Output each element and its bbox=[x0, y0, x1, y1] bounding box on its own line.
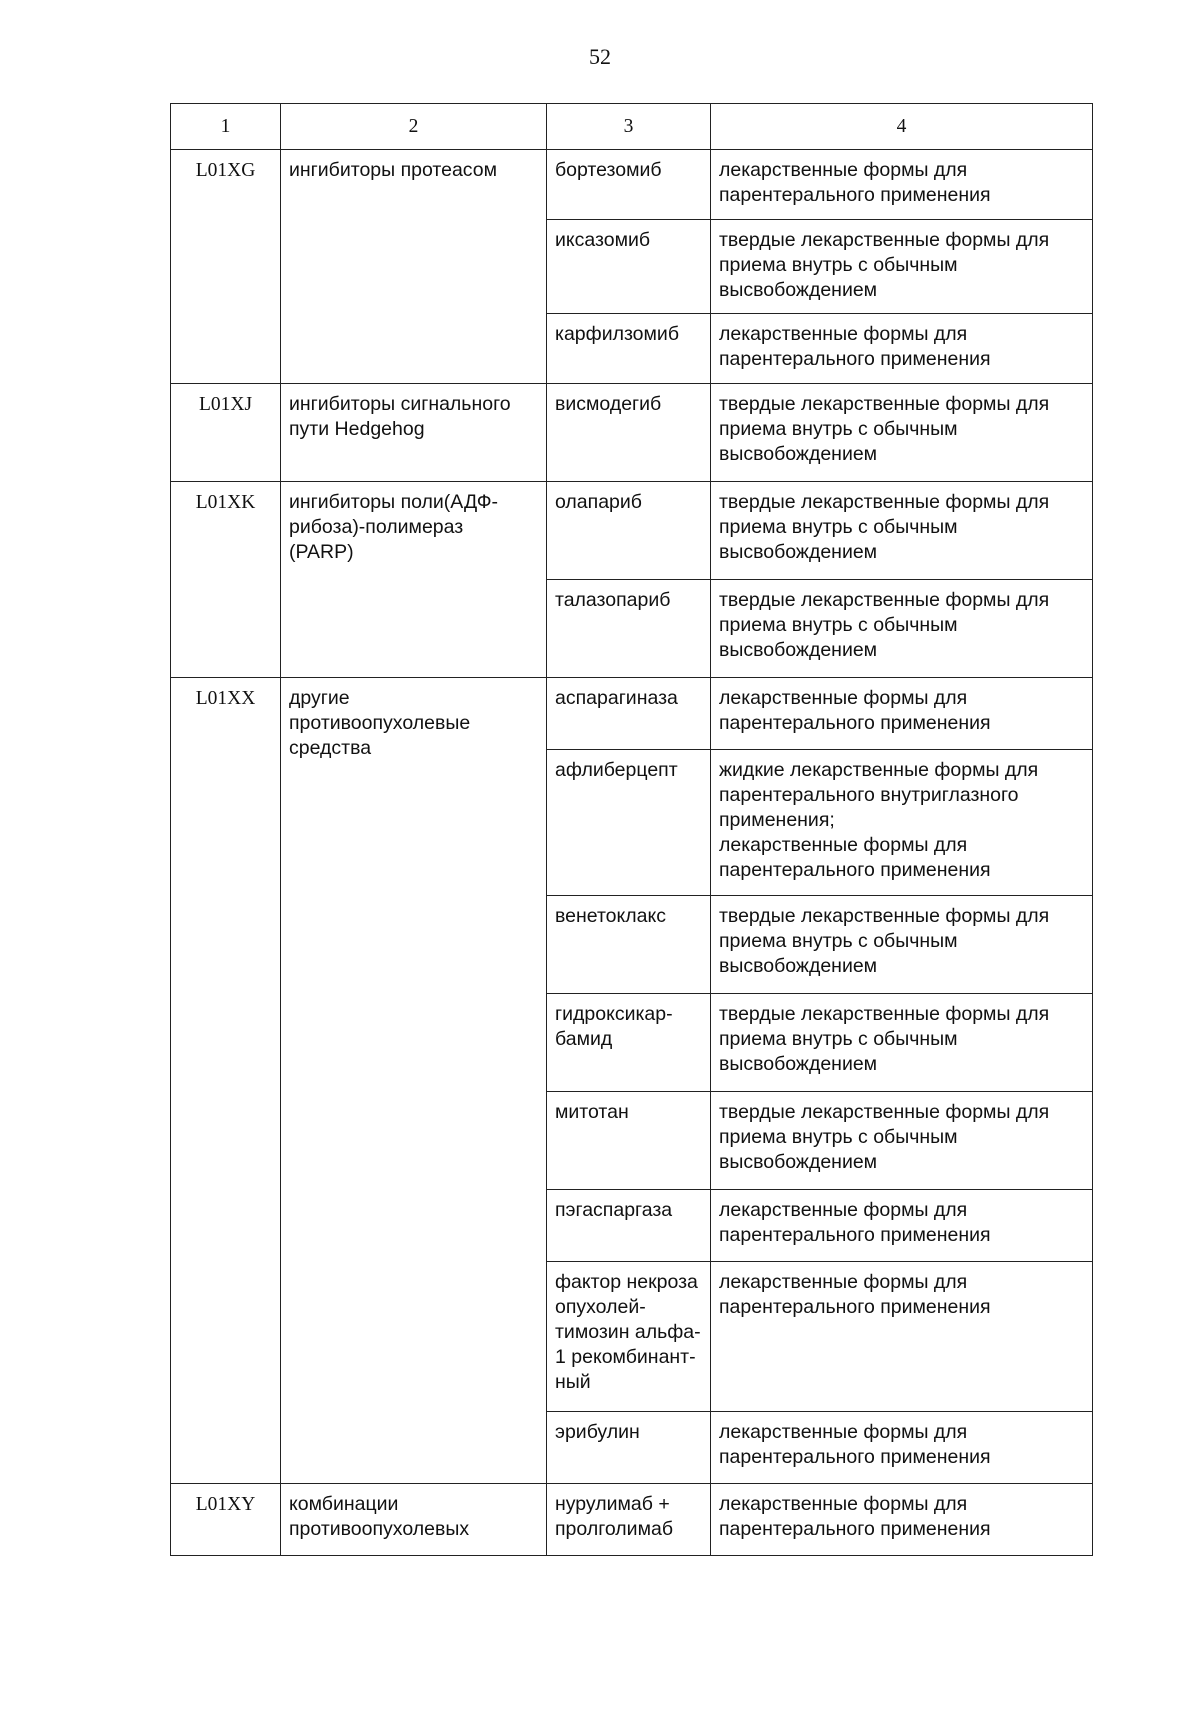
drug-name-cell: талазопариб bbox=[547, 580, 711, 678]
drug-name-cell: карфилзомиб bbox=[547, 314, 711, 384]
dosage-form-cell: лекарственные формы для парентерального применения bbox=[711, 150, 1093, 220]
drug-name-cell: афлиберцепт bbox=[547, 750, 711, 896]
atc-code-cell: L01XY bbox=[171, 1484, 281, 1556]
drug-name-cell: пэгаспаргаза bbox=[547, 1190, 711, 1262]
table-row bbox=[171, 150, 1093, 220]
drug-name-cell: бортезомиб bbox=[547, 150, 711, 220]
drug-classification-table bbox=[170, 103, 1093, 1556]
drug-name-cell: венетоклакс bbox=[547, 896, 711, 994]
dosage-form-cell: твердые лекарственные формы для приема внутрь с обычным высвобождением bbox=[711, 994, 1093, 1092]
dosage-form-cell: твердые лекарственные формы для приема внутрь с обычным высвобождением bbox=[711, 896, 1093, 994]
dosage-form-cell: лекарственные формы для парентерального применения bbox=[711, 678, 1093, 750]
group-name-cell: ингибиторы протеасом bbox=[281, 150, 547, 384]
atc-code-cell: L01XX bbox=[171, 678, 281, 1484]
group-name-cell: комбинации противоопухолевых bbox=[281, 1484, 547, 1556]
drug-name-cell: иксазомиб bbox=[547, 220, 711, 314]
atc-code-cell: L01XK bbox=[171, 482, 281, 678]
dosage-form-cell: твердые лекарственные формы для приема внутрь с обычным высвобождением bbox=[711, 384, 1093, 482]
table-row bbox=[171, 482, 1093, 580]
header-col-1: 1 bbox=[171, 104, 281, 150]
drug-name-cell: нурулимаб + пролголимаб bbox=[547, 1484, 711, 1556]
group-name-cell: ингибиторы сигнального пути Hedgehog bbox=[281, 384, 547, 482]
drug-name-cell: фактор некроза опухолей- тимозин альфа- 1 рекомбинант- ный bbox=[547, 1262, 711, 1412]
drug-name-cell: митотан bbox=[547, 1092, 711, 1190]
dosage-form-cell: твердые лекарственные формы для приема внутрь с обычным высвобождением bbox=[711, 1092, 1093, 1190]
dosage-form-cell: твердые лекарственные формы для приема внутрь с обычным высвобождением bbox=[711, 482, 1093, 580]
group-name-cell: ингибиторы поли(АДФ- рибоза)-полимераз (PARP) bbox=[281, 482, 547, 678]
table-row bbox=[171, 384, 1093, 482]
header-col-3: 3 bbox=[547, 104, 711, 150]
dosage-form-cell: лекарственные формы для парентерального применения bbox=[711, 1190, 1093, 1262]
dosage-form-cell: лекарственные формы для парентерального применения bbox=[711, 1412, 1093, 1484]
table-body bbox=[171, 150, 1093, 1556]
dosage-form-cell: твердые лекарственные формы для приема внутрь с обычным высвобождением bbox=[711, 220, 1093, 314]
group-name-cell: другие противоопухолевые средства bbox=[281, 678, 547, 1484]
header-col-4: 4 bbox=[711, 104, 1093, 150]
drug-name-cell: эрибулин bbox=[547, 1412, 711, 1484]
atc-code-cell: L01XG bbox=[171, 150, 281, 384]
table-row bbox=[171, 678, 1093, 750]
drug-name-cell: висмодегиб bbox=[547, 384, 711, 482]
header-col-2: 2 bbox=[281, 104, 547, 150]
drug-name-cell: аспарагиназа bbox=[547, 678, 711, 750]
drug-name-cell: олапариб bbox=[547, 482, 711, 580]
dosage-form-cell: лекарственные формы для парентерального применения bbox=[711, 1484, 1093, 1556]
table-header-row bbox=[171, 104, 1093, 150]
atc-code-cell: L01XJ bbox=[171, 384, 281, 482]
table-row bbox=[171, 1484, 1093, 1556]
drug-name-cell: гидроксикар- бамид bbox=[547, 994, 711, 1092]
dosage-form-cell: твердые лекарственные формы для приема внутрь с обычным высвобождением bbox=[711, 580, 1093, 678]
page-number: 52 bbox=[589, 44, 611, 69]
dosage-form-cell: лекарственные формы для парентерального применения bbox=[711, 314, 1093, 384]
dosage-form-cell: жидкие лекарственные формы для парентерального внутриглазного применения; лекарственные формы для парентерального применения bbox=[711, 750, 1093, 896]
dosage-form-cell: лекарственные формы для парентерального применения bbox=[711, 1262, 1093, 1412]
